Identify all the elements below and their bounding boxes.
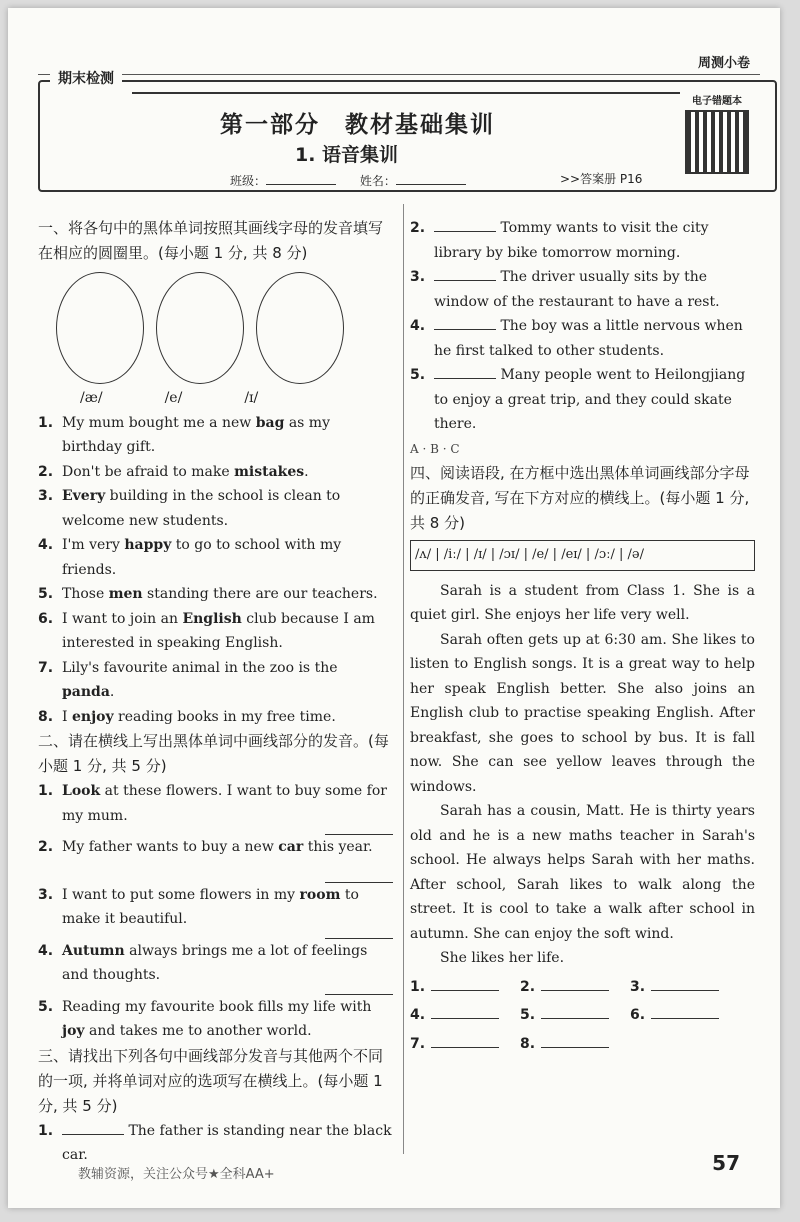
phonetic-label: /ɪ/ — [244, 390, 259, 406]
target-word: Every — [62, 488, 106, 504]
answer-blank[interactable] — [434, 266, 496, 281]
s3-item: 1. The father is standing near the black car. — [38, 1119, 393, 1168]
answer-blank[interactable] — [431, 1035, 499, 1048]
worksheet-page — [8, 8, 780, 1208]
name-label: 姓名： — [359, 174, 396, 188]
column-divider — [403, 204, 404, 1154]
target-word: bag — [255, 414, 285, 431]
answer-blank[interactable] — [325, 932, 393, 939]
footer-watermark: 教辅资源，关注公众号★全科AA+ — [78, 1167, 275, 1182]
reading-passage — [410, 579, 755, 971]
title-box — [38, 71, 777, 192]
target-word: joy — [62, 1023, 85, 1039]
answer-blank[interactable] — [431, 1006, 499, 1019]
s1-item: 2. Don't be afraid to make mistakes. — [38, 463, 309, 480]
title-rule — [132, 92, 680, 94]
target-word: English — [182, 610, 242, 627]
s1-item: 4. I'm very happy to go to school with my friends. — [38, 537, 342, 578]
s1-item: 7. Lily's favourite animal in the zoo is the panda. — [38, 659, 338, 700]
phonetic-box: /ʌ/ | /iː/ | /ɪ/ | /ɔɪ/ | /e/ | /eɪ/ | /ɔː/ | /ə/ — [410, 540, 755, 571]
s2-item: 3. I want to put some flowers in my room to make it beautiful. — [38, 883, 393, 939]
unit-title: 1. 语音集训 — [295, 144, 399, 166]
s3-item: 2. Tommy wants to visit the city library by bike tomorrow morning. — [410, 216, 755, 265]
section-4-heading: 四、阅读语段, 在方框中选出黑体单词画线部分字母的正确发音, 写在下方对应的横线上。(每小题 1 分, 共 8 分) — [410, 464, 750, 532]
answer-blank[interactable] — [325, 828, 393, 835]
class-field[interactable] — [266, 184, 336, 185]
s1-item: 3. Every building in the school is clean to welcome new students. — [38, 488, 341, 529]
s2-item: 2. My father wants to buy a new car this year. — [38, 835, 393, 883]
circle-ae[interactable] — [56, 272, 144, 384]
qr-label: 电子错题本 — [692, 96, 742, 107]
s1-item: 6. I want to join an English club because I am interested in speaking English. — [38, 610, 375, 651]
section-1-heading: 一、将各句中的黑体单词按照其画线字母的发音填写在相应的圆圈里。(每小题 1 分, 共 8 分) — [38, 219, 384, 262]
exam-tab: 期末检测 — [50, 68, 122, 88]
phonetic-label: /e/ — [164, 390, 183, 406]
target-word: car — [278, 839, 304, 855]
s1-item: 1. My mum bought me a new bag as my birthday gift. — [38, 414, 330, 455]
answer-blank[interactable] — [541, 1035, 609, 1048]
s3-item: 5. Many people went to Heilongjiang to enjoy a great trip, and they could skate there. — [410, 363, 755, 437]
qr-code-icon[interactable] — [685, 110, 749, 174]
answer-blank[interactable] — [62, 1120, 124, 1135]
name-field[interactable] — [396, 184, 466, 185]
passage-paragraph: Sarah often gets up at 6:30 am. She likes to listen to English songs. It is a great way to help her speak English better. She also joins an English club to practise speaking English. After breakfast, she goes to school by bus. It is fall now. She can see yellow leaves through the windows. — [410, 631, 755, 795]
circle-i[interactable] — [256, 272, 344, 384]
section-3-heading: 三、请找出下列各句中画线部分发音与其他两个不同的一项, 并将单词对应的选项写在横线上。(每小题 1 分, 共 5 分) — [38, 1046, 384, 1115]
answer-blank[interactable] — [434, 364, 496, 379]
target-word: mistakes — [234, 463, 305, 480]
answer-blank[interactable] — [541, 1006, 609, 1019]
phonetic-label: /æ/ — [80, 390, 103, 406]
circle-phonetics — [80, 386, 393, 411]
left-column — [38, 216, 393, 1168]
target-word: happy — [124, 537, 172, 553]
student-info-row — [230, 172, 486, 189]
target-word: room — [299, 886, 341, 903]
s2-item: 1. Look at these flowers. I want to buy some for my mum. — [38, 779, 393, 835]
s2-item: 4. Autumn always brings me a lot of feelings and thoughts. — [38, 939, 393, 995]
target-word: men — [108, 586, 143, 602]
passage-paragraph: Sarah has a cousin, Matt. He is thirty years old and he is a new maths teacher in Sarah's school. He always helps Sarah with her maths. After school, Sarah likes to walk along the street. It is cool to take a walk after school in autumn. She can enjoy the soft wind. — [410, 803, 755, 942]
s3-item: 3. The driver usually sits by the window of the restaurant to have a rest. — [410, 265, 755, 314]
answer-grid: 1. 2. 3. 4. 5. 6. 7. 8. — [410, 975, 755, 1057]
option-letters: A · B · C — [410, 441, 460, 456]
s3-item: 4. The boy was a little nervous when he first talked to other students. — [410, 314, 755, 363]
answer-blank[interactable] — [325, 860, 393, 883]
s1-item: 8. I enjoy reading books in my free time. — [38, 708, 336, 725]
target-word: Look — [62, 783, 101, 799]
answer-blank[interactable] — [434, 315, 496, 330]
target-word: Autumn — [62, 942, 125, 959]
answer-blank[interactable] — [325, 988, 393, 995]
right-column — [410, 216, 755, 1056]
target-word: enjoy — [71, 708, 114, 725]
answer-blank[interactable] — [431, 978, 499, 991]
answer-reference: >>答案册 P16 — [560, 172, 643, 186]
passage-paragraph: She likes her life. — [440, 950, 565, 966]
class-label: 班级： — [230, 174, 267, 188]
answer-blank[interactable] — [651, 978, 719, 991]
page-number: 57 — [712, 1151, 740, 1175]
target-word: panda — [62, 684, 110, 700]
series-label: 周测小卷 — [697, 56, 750, 71]
answer-blank[interactable] — [434, 217, 496, 232]
answer-blank[interactable] — [651, 1006, 719, 1019]
section-2-heading: 二、请在横线上写出黑体单词中画线部分的发音。(每小题 1 分, 共 5 分) — [38, 732, 389, 775]
header-rule — [38, 74, 760, 75]
qr-block — [667, 92, 767, 174]
s1-item: 5. Those men standing there are our teachers. — [38, 586, 378, 602]
s2-item: 5. Reading my favourite book fills my life with joy and takes me to another world. — [38, 998, 372, 1039]
part-title: 第一部分 教材基础集训 — [220, 111, 495, 138]
answer-circles — [56, 272, 393, 384]
circle-e[interactable] — [156, 272, 244, 384]
passage-paragraph: Sarah is a student from Class 1. She is a quiet girl. She enjoys her life very well. — [410, 582, 755, 623]
answer-blank[interactable] — [541, 978, 609, 991]
